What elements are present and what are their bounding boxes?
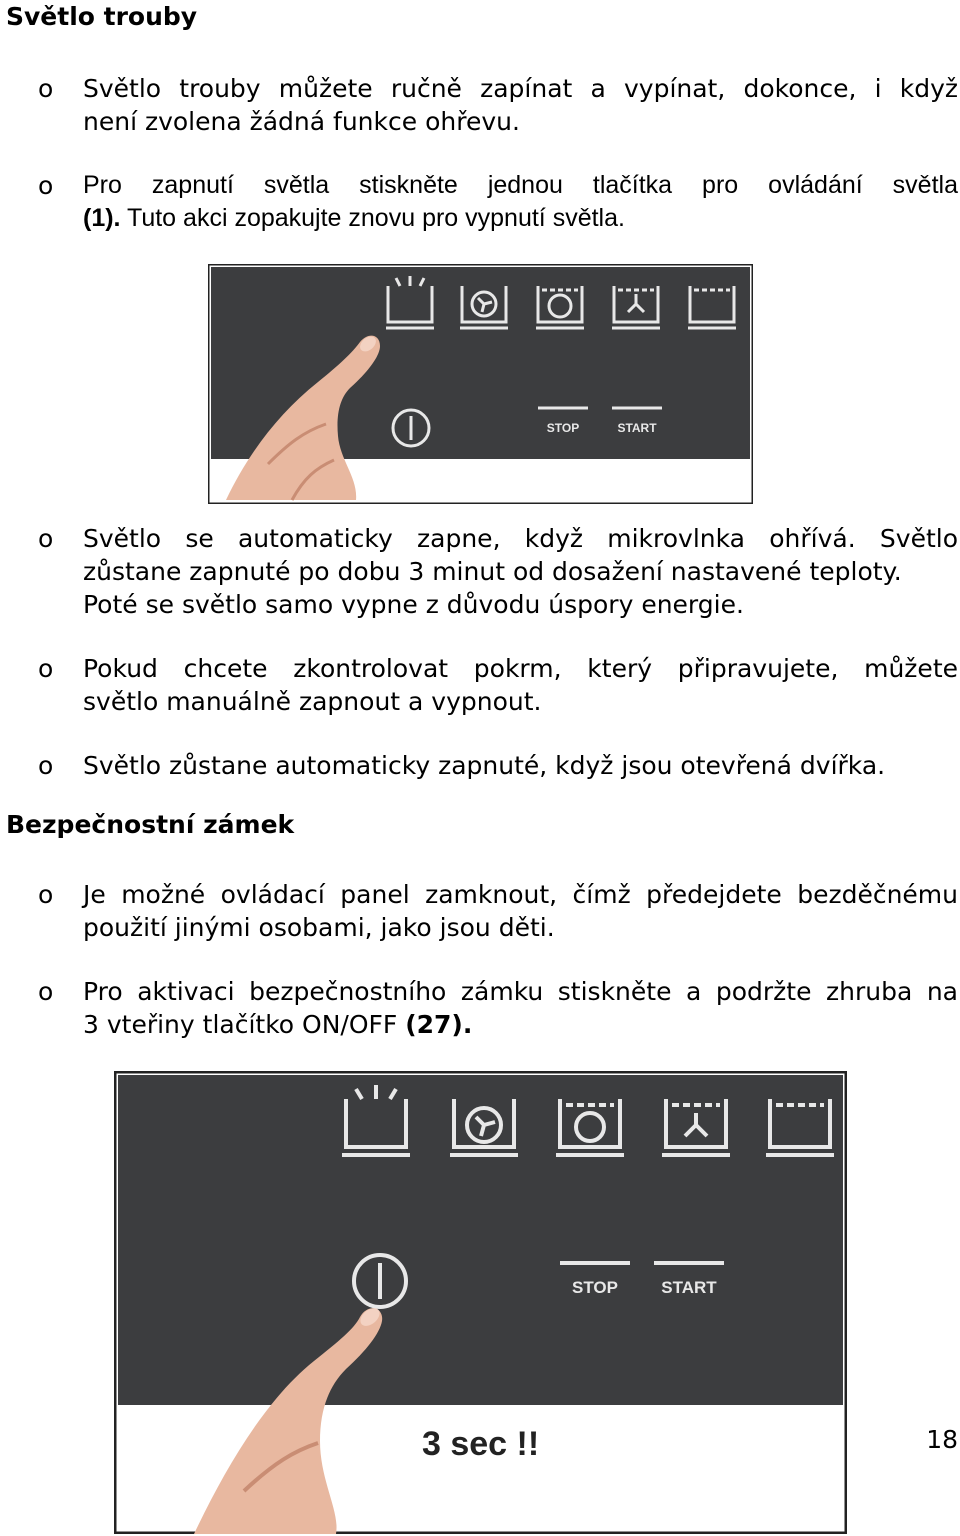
control-panel-figure-lock	[114, 1071, 847, 1534]
start-label: START	[617, 421, 657, 435]
reference-number: (1).	[83, 204, 121, 232]
start-label: START	[661, 1278, 717, 1297]
bullet-marker: o	[38, 977, 54, 1006]
bullet-marker: o	[38, 74, 54, 103]
bullet-marker: o	[38, 880, 54, 909]
section-title-oven-light: Světlo trouby	[6, 2, 198, 31]
hold-duration-caption: 3 sec !!	[422, 1425, 540, 1463]
page-number: 18	[926, 1425, 958, 1454]
bullet-marker: o	[38, 751, 54, 780]
bullet-marker: o	[38, 171, 54, 200]
paragraph-line: použití jinými osobami, jako jsou děti.	[83, 913, 555, 942]
paragraph-line: není zvolena žádná funkce ohřevu.	[83, 107, 520, 136]
section-title-safety-lock: Bezpečnostní zámek	[6, 810, 295, 839]
control-panel-figure-light	[208, 264, 753, 504]
reference-number: (27).	[405, 1010, 473, 1039]
bullet-marker: o	[38, 654, 54, 683]
paragraph-line	[83, 202, 958, 235]
paragraph-line: Pro zapnutí světla stiskněte jednou tlačítka pro ovládání světla	[83, 171, 958, 199]
paragraph-text: 3 vteřiny tlačítko ON/OFF	[83, 1010, 406, 1039]
paragraph-line: Pro aktivaci bezpečnostního zámku stiskněte a podržte zhruba na	[83, 977, 958, 1006]
paragraph-line: Světlo zůstane automaticky zapnuté, když jsou otevřená dvířka.	[83, 751, 886, 780]
paragraph-text: Tuto akci zopakujte znovu pro vypnutí světla.	[120, 204, 625, 232]
bullet-marker: o	[38, 524, 54, 553]
paragraph-line: Pokud chcete zkontrolovat pokrm, který připravujete, můžete	[83, 654, 958, 683]
stop-label: STOP	[572, 1278, 618, 1297]
paragraph-line: světlo manuálně zapnout a vypnout.	[83, 687, 542, 716]
paragraph-line: Světlo trouby můžete ručně zapínat a vypínat, dokonce, i když	[83, 74, 958, 103]
paragraph-line: Poté se světlo samo vypne z důvodu úspory energie.	[83, 590, 744, 619]
paragraph-line: Je možné ovládací panel zamknout, čímž předejdete bezděčnému	[83, 880, 958, 909]
paragraph-line	[83, 1008, 958, 1041]
stop-label: STOP	[546, 421, 580, 435]
paragraph-line: Světlo se automaticky zapne, když mikrovlnka ohřívá. Světlo	[83, 524, 958, 553]
paragraph-line: zůstane zapnuté po dobu 3 minut od dosažení nastavené teploty.	[83, 557, 902, 586]
